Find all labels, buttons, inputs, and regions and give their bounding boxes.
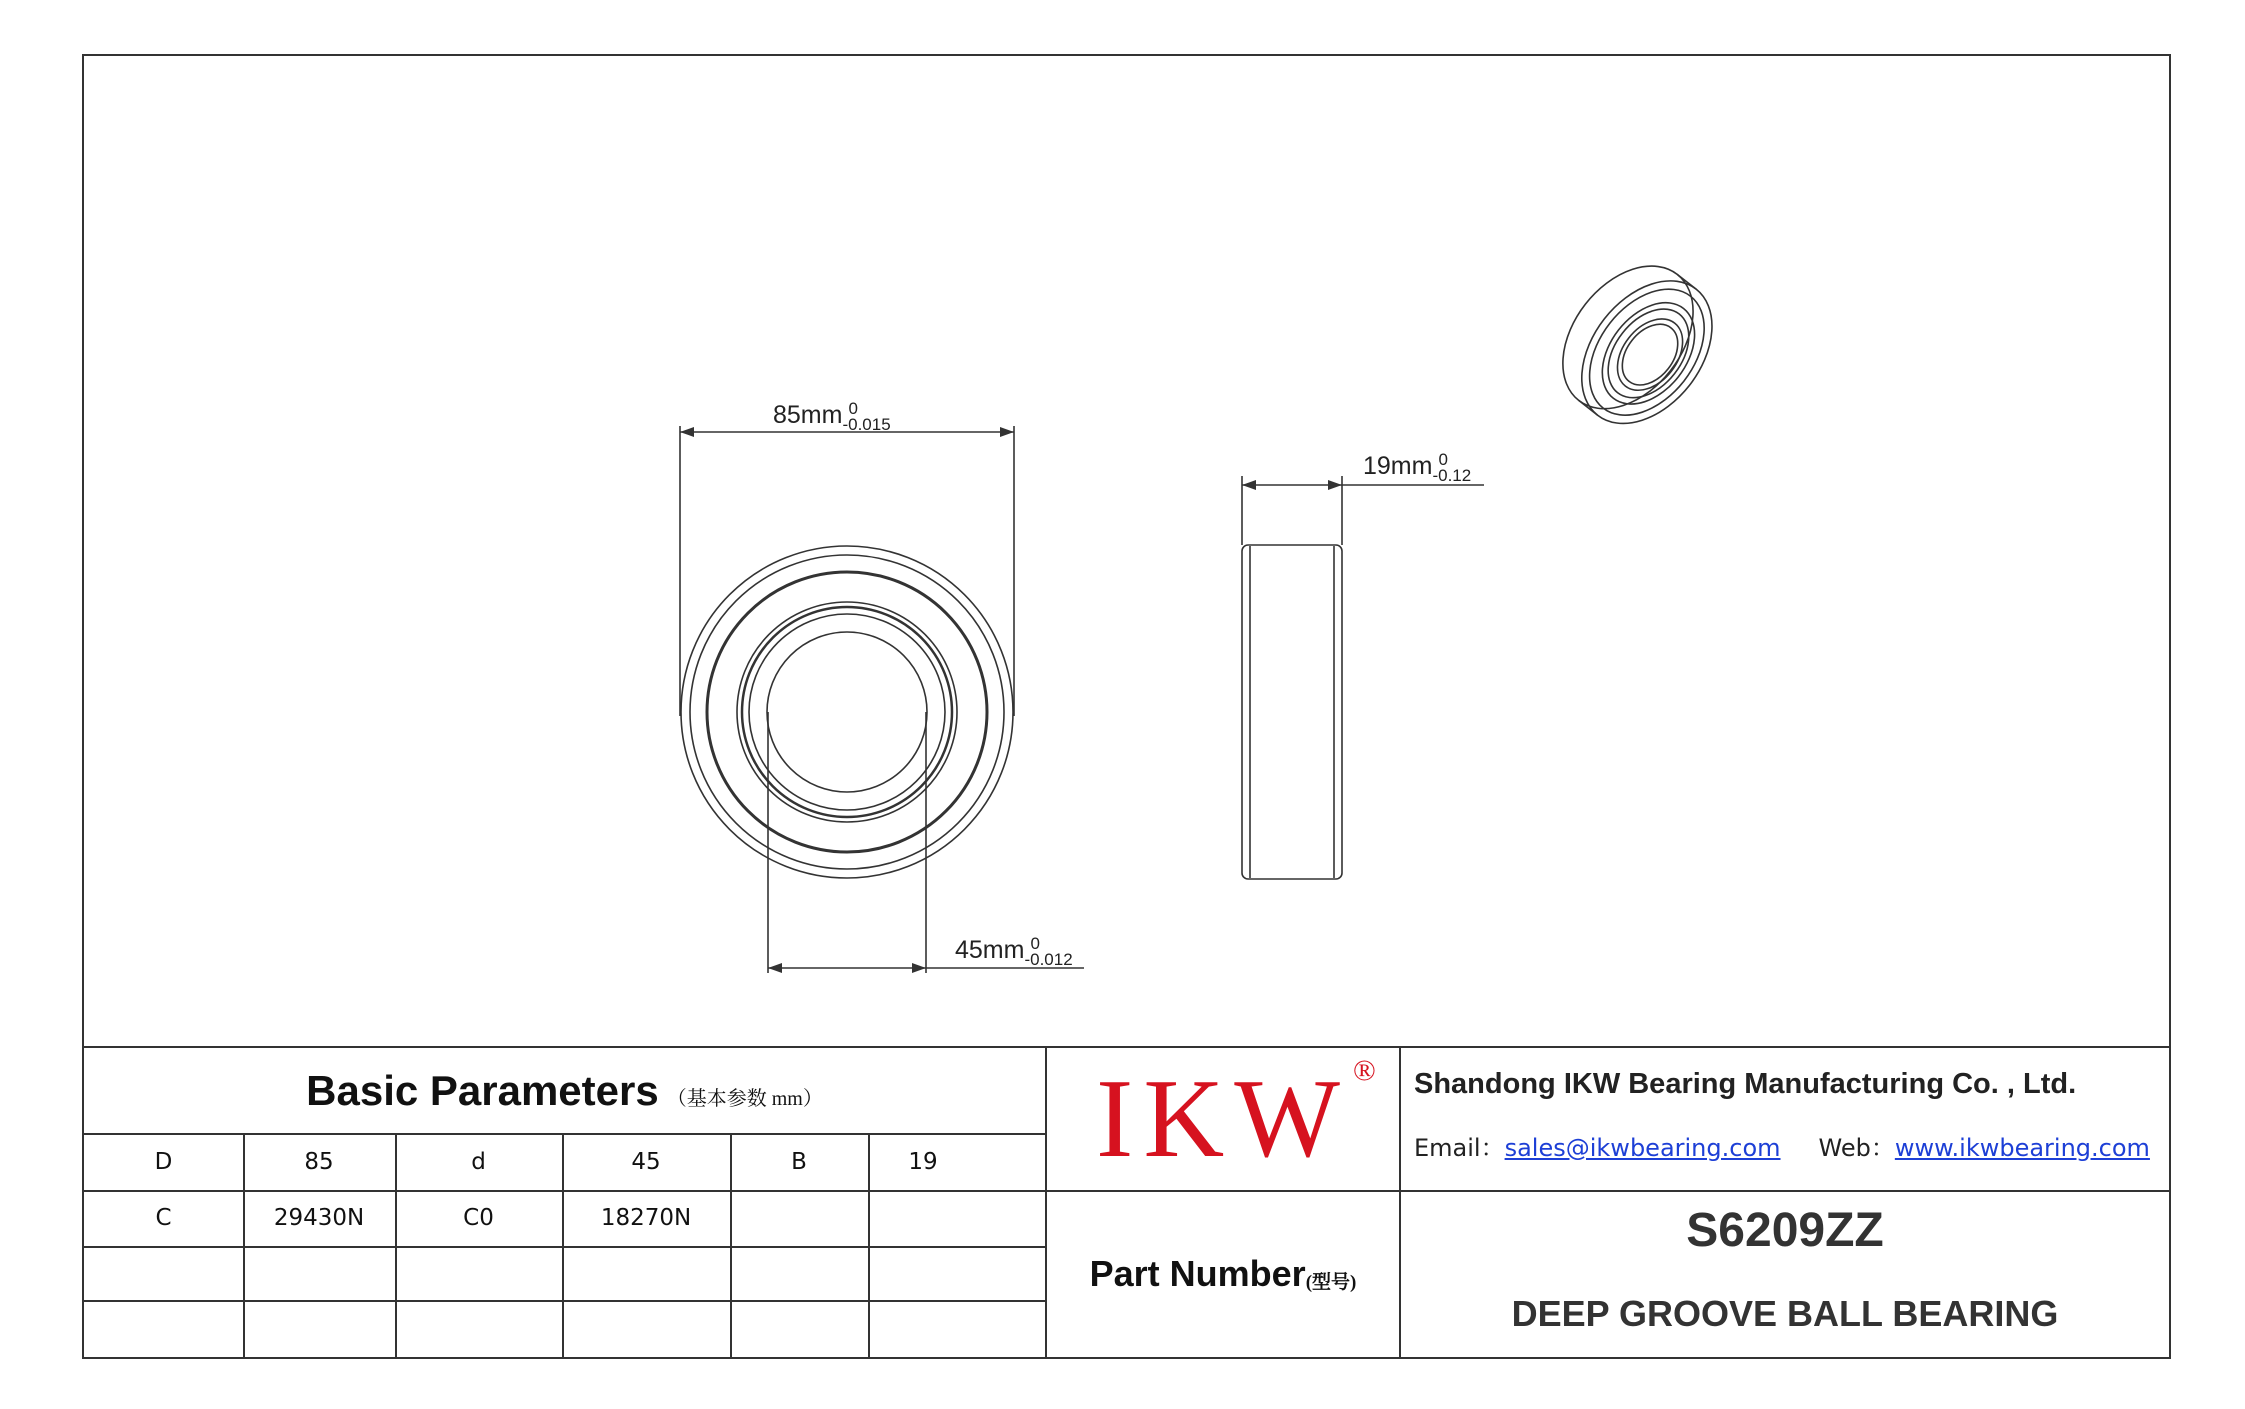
divider	[84, 1300, 1045, 1302]
part-number-subtitle: (型号)	[1305, 1272, 1357, 1293]
width-dimension	[1363, 452, 1471, 484]
inner-diameter-tol-upper: 0	[1030, 934, 1040, 953]
basic-parameters-title: Basic Parameters	[306, 1066, 659, 1114]
basic-parameters-header	[84, 1048, 1045, 1133]
drawing-sheet	[82, 54, 2171, 1359]
param-cell: D	[154, 1148, 173, 1175]
outer-diameter-tol-lower: -0.015	[842, 415, 891, 434]
part-number-value: S6209ZZ	[1686, 1203, 1884, 1257]
basic-parameters-subtitle: （基本参数 mm）	[666, 1088, 823, 1110]
param-cell: C0	[463, 1205, 494, 1231]
isometric-view	[1536, 241, 1739, 448]
outer-diameter-value: 85mm	[773, 401, 843, 429]
contact-line	[1414, 1128, 2150, 1163]
inner-diameter-dimension	[955, 936, 1073, 968]
email-label: Email：	[1414, 1134, 1505, 1162]
param-cell: 18270N	[600, 1205, 692, 1231]
param-cell: 29430N	[273, 1205, 365, 1231]
part-number-label	[1047, 1190, 1399, 1357]
inner-diameter-value: 45mm	[955, 936, 1025, 964]
ikw-logo	[1047, 1048, 1399, 1190]
front-view	[680, 426, 1084, 973]
logo-text: IKW	[1096, 1056, 1350, 1181]
width-tol-lower: -0.12	[1432, 466, 1472, 485]
param-cell: 45	[631, 1148, 661, 1175]
registered-mark: ®	[1353, 1054, 1376, 1087]
width-tol-upper: 0	[1438, 450, 1448, 469]
side-view	[1242, 476, 1484, 879]
param-cell: 85	[304, 1148, 334, 1175]
param-cell: 19	[908, 1148, 938, 1175]
part-number-title: Part Number	[1089, 1252, 1306, 1294]
web-label: Web：	[1818, 1134, 1895, 1162]
param-cell	[868, 1190, 1045, 1246]
param-cell: C	[155, 1205, 172, 1231]
inner-diameter-tol-lower: -0.012	[1024, 950, 1073, 969]
part-description: DEEP GROOVE BALL BEARING	[1511, 1292, 2059, 1334]
outer-diameter-tol-upper: 0	[848, 399, 858, 418]
company-name: Shandong IKW Bearing Manufacturing Co. , Ltd.	[1414, 1068, 2077, 1100]
param-cell	[730, 1190, 868, 1246]
technical-drawing	[84, 56, 2169, 1046]
title-block	[84, 1046, 2169, 1359]
width-value: 19mm	[1363, 452, 1433, 480]
outer-diameter-dimension	[773, 401, 891, 433]
param-cell: B	[791, 1148, 807, 1175]
bearing-drawing-svg	[84, 56, 2169, 1046]
param-cell: d	[471, 1148, 486, 1175]
web-link[interactable]: www.ikwbearing.com	[1894, 1134, 2150, 1162]
email-link[interactable]: sales@ikwbearing.com	[1504, 1134, 1781, 1162]
divider	[84, 1246, 1045, 1248]
